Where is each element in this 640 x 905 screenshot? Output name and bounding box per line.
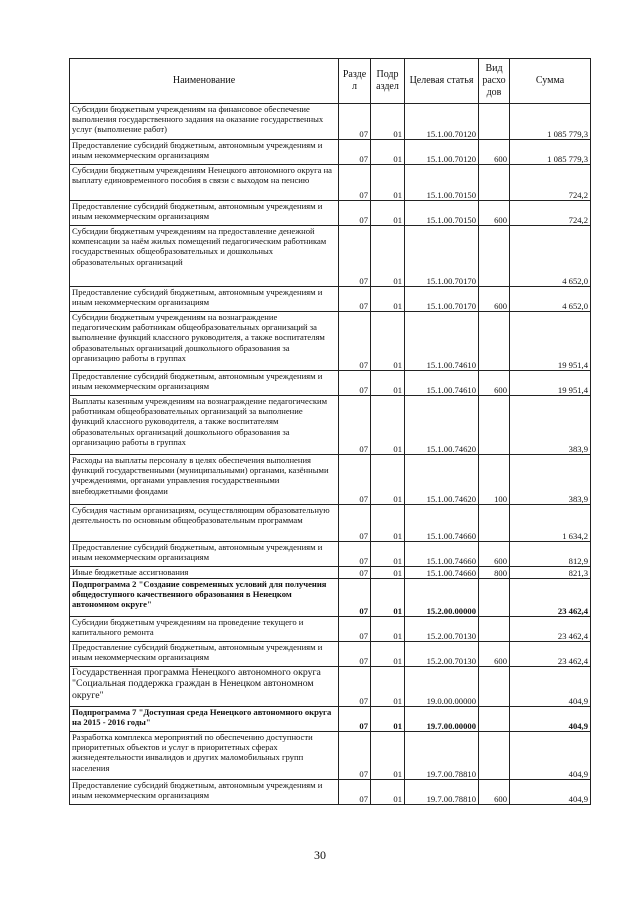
row-amount: 724,2	[510, 165, 591, 201]
row-target-item: 19.7.00.78810	[405, 780, 479, 805]
row-expense-type	[479, 165, 510, 201]
page-number: 30	[314, 848, 326, 862]
row-podrazdel: 01	[371, 396, 405, 455]
row-amount: 23 462,4	[510, 642, 591, 667]
row-podrazdel: 01	[371, 707, 405, 732]
row-target-item: 15.1.00.74660	[405, 542, 479, 567]
row-expense-type: 600	[479, 371, 510, 396]
row-target-item: 15.1.00.70170	[405, 287, 479, 312]
row-amount: 404,9	[510, 707, 591, 732]
row-expense-type	[479, 505, 510, 542]
row-podrazdel: 01	[371, 617, 405, 642]
row-amount: 19 951,4	[510, 312, 591, 371]
row-name: Предоставление субсидий бюджетным, автономным учреждениям и иным некоммерческим организациям	[70, 287, 339, 312]
table-row	[70, 396, 591, 455]
table-row	[70, 140, 591, 165]
row-expense-type	[479, 707, 510, 732]
row-amount: 383,9	[510, 396, 591, 455]
row-podrazdel: 01	[371, 140, 405, 165]
row-amount: 383,9	[510, 455, 591, 505]
table-row	[70, 642, 591, 667]
row-name: Предоставление субсидий бюджетным, автономным учреждениям и иным некоммерческим организациям	[70, 542, 339, 567]
row-target-item: 19.7.00.00000	[405, 707, 479, 732]
row-name: Субсидия частным организациям, осуществляющим образовательную деятельность по основным общеобразовательным программам	[70, 505, 339, 542]
table-row	[70, 505, 591, 542]
row-podrazdel: 01	[371, 165, 405, 201]
row-razdel: 07	[339, 312, 371, 371]
row-name: Подпрограмма 2 "Создание современных условий для получения общедоступного качественного образования в Ненецком автономном округе"	[70, 579, 339, 617]
row-expense-type	[479, 667, 510, 707]
row-podrazdel: 01	[371, 371, 405, 396]
row-amount: 4 652,0	[510, 226, 591, 287]
row-amount: 1 085 779,3	[510, 140, 591, 165]
row-razdel: 07	[339, 104, 371, 140]
row-name: Государственная программа Ненецкого автономного округа "Социальная поддержка граждан в Ненецком автономном округе"	[70, 667, 339, 707]
row-target-item: 19.7.00.78810	[405, 732, 479, 780]
table-header-row	[70, 59, 591, 104]
row-amount: 404,9	[510, 732, 591, 780]
row-name: Подпрограмма 7 "Доступная среда Ненецкого автономного округа на 2015 - 2016 годы"	[70, 707, 339, 732]
header-target-item: Целевая статья	[405, 59, 479, 104]
row-amount: 4 652,0	[510, 287, 591, 312]
row-target-item: 15.1.00.74660	[405, 505, 479, 542]
row-razdel: 07	[339, 732, 371, 780]
row-expense-type: 600	[479, 140, 510, 165]
row-name: Разработка комплекса мероприятий по обеспечению доступности приоритетных объектов и услуг в приоритетных сферах жизнедеятельности инвалидов и других маломобильных групп населения	[70, 732, 339, 780]
table-row	[70, 371, 591, 396]
row-expense-type: 600	[479, 780, 510, 805]
row-name: Субсидии бюджетным учреждениям на предоставление денежной компенсации за наём жилых помещений педагогическим работникам государственных общеобразовательных и дошкольных образовательных организаций	[70, 226, 339, 287]
table-row	[70, 201, 591, 226]
row-podrazdel: 01	[371, 780, 405, 805]
row-name: Субсидии бюджетным учреждениям Ненецкого автономного округа на выплату единовременного пособия в связи с выходом на пенсию	[70, 165, 339, 201]
row-razdel: 07	[339, 396, 371, 455]
row-podrazdel: 01	[371, 312, 405, 371]
row-name: Субсидии бюджетным учреждениям на финансовое обеспечение выполнения государственного задания на оказание государственных услуг (выполнение работ)	[70, 104, 339, 140]
row-target-item: 15.1.00.70120	[405, 104, 479, 140]
table-row	[70, 732, 591, 780]
row-target-item: 15.2.00.70130	[405, 617, 479, 642]
table-row	[70, 617, 591, 642]
row-amount: 812,9	[510, 542, 591, 567]
header-podrazdel: Подр аздел	[371, 59, 405, 104]
table-row	[70, 667, 591, 707]
row-amount: 821,3	[510, 567, 591, 579]
row-amount: 404,9	[510, 667, 591, 707]
row-expense-type	[479, 396, 510, 455]
row-name: Расходы на выплаты персоналу в целях обеспечения выполнения функций государственными (муниципальными) органами, казёнными учреждениями, органами управления государственными внебюджетными фондами	[70, 455, 339, 505]
row-razdel: 07	[339, 617, 371, 642]
row-expense-type	[479, 104, 510, 140]
row-expense-type	[479, 617, 510, 642]
row-podrazdel: 01	[371, 542, 405, 567]
table-row	[70, 780, 591, 805]
row-razdel: 07	[339, 579, 371, 617]
row-podrazdel: 01	[371, 226, 405, 287]
row-razdel: 07	[339, 707, 371, 732]
row-razdel: 07	[339, 165, 371, 201]
row-target-item: 15.1.00.70150	[405, 201, 479, 226]
row-expense-type	[479, 579, 510, 617]
row-expense-type	[479, 732, 510, 780]
row-razdel: 07	[339, 642, 371, 667]
table-row	[70, 165, 591, 201]
row-expense-type	[479, 312, 510, 371]
row-name: Предоставление субсидий бюджетным, автономным учреждениям и иным некоммерческим организациям	[70, 371, 339, 396]
row-razdel: 07	[339, 455, 371, 505]
table-row	[70, 226, 591, 287]
row-amount: 404,9	[510, 780, 591, 805]
row-razdel: 07	[339, 780, 371, 805]
row-podrazdel: 01	[371, 732, 405, 780]
row-expense-type: 600	[479, 201, 510, 226]
table-body	[70, 104, 591, 805]
row-podrazdel: 01	[371, 287, 405, 312]
row-razdel: 07	[339, 140, 371, 165]
row-podrazdel: 01	[371, 455, 405, 505]
table-row	[70, 312, 591, 371]
row-name: Субсидии бюджетным учреждениям на вознаграждение педагогическим работникам общеобразовательных организаций за выполнение функций классного руководителя, а также воспитателям образовательных организаций дошкольного образования за организацию работы в группах	[70, 312, 339, 371]
table-row	[70, 579, 591, 617]
row-podrazdel: 01	[371, 104, 405, 140]
row-target-item: 15.1.00.74620	[405, 455, 479, 505]
row-amount: 23 462,4	[510, 579, 591, 617]
row-amount: 1 085 779,3	[510, 104, 591, 140]
row-razdel: 07	[339, 505, 371, 542]
header-amount: Сумма	[510, 59, 591, 104]
row-expense-type: 800	[479, 567, 510, 579]
row-podrazdel: 01	[371, 667, 405, 707]
row-expense-type: 600	[479, 542, 510, 567]
row-razdel: 07	[339, 371, 371, 396]
table-row	[70, 287, 591, 312]
header-name: Наименование	[70, 59, 339, 104]
row-expense-type	[479, 226, 510, 287]
header-razdel: Разде л	[339, 59, 371, 104]
row-amount: 23 462,4	[510, 617, 591, 642]
row-target-item: 19.0.00.00000	[405, 667, 479, 707]
table-row	[70, 104, 591, 140]
row-podrazdel: 01	[371, 567, 405, 579]
row-target-item: 15.1.00.74610	[405, 312, 479, 371]
row-target-item: 15.2.00.00000	[405, 579, 479, 617]
row-name: Субсидии бюджетным учреждениям на проведение текущего и капитального ремонта	[70, 617, 339, 642]
row-amount: 19 951,4	[510, 371, 591, 396]
row-podrazdel: 01	[371, 579, 405, 617]
row-razdel: 07	[339, 201, 371, 226]
row-target-item: 15.1.00.70120	[405, 140, 479, 165]
table-row	[70, 542, 591, 567]
row-target-item: 15.1.00.70150	[405, 165, 479, 201]
row-target-item: 15.1.00.74620	[405, 396, 479, 455]
table-row	[70, 455, 591, 505]
row-razdel: 07	[339, 226, 371, 287]
row-podrazdel: 01	[371, 505, 405, 542]
row-target-item: 15.1.00.74660	[405, 567, 479, 579]
row-target-item: 15.2.00.70130	[405, 642, 479, 667]
budget-table	[69, 58, 591, 805]
row-expense-type: 600	[479, 642, 510, 667]
row-expense-type: 600	[479, 287, 510, 312]
row-podrazdel: 01	[371, 642, 405, 667]
header-expense-type: Вид расхо дов	[479, 59, 510, 104]
row-amount: 1 634,2	[510, 505, 591, 542]
table-row	[70, 567, 591, 579]
row-name: Предоставление субсидий бюджетным, автономным учреждениям и иным некоммерческим организациям	[70, 140, 339, 165]
row-name: Предоставление субсидий бюджетным, автономным учреждениям и иным некоммерческим организациям	[70, 780, 339, 805]
row-razdel: 07	[339, 542, 371, 567]
row-name: Иные бюджетные ассигнования	[70, 567, 339, 579]
row-razdel: 07	[339, 567, 371, 579]
row-name: Предоставление субсидий бюджетным, автономным учреждениям и иным некоммерческим организациям	[70, 642, 339, 667]
row-name: Выплаты казенным учреждениям на вознаграждение педагогическим работникам общеобразовательных организаций за выполнение функций классного руководителя, а также воспитателям образовательных организаций дошкольного образования за организацию работы в группах	[70, 396, 339, 455]
table-row	[70, 707, 591, 732]
row-razdel: 07	[339, 287, 371, 312]
row-target-item: 15.1.00.70170	[405, 226, 479, 287]
row-name: Предоставление субсидий бюджетным, автономным учреждениям и иным некоммерческим организациям	[70, 201, 339, 226]
row-expense-type: 100	[479, 455, 510, 505]
row-amount: 724,2	[510, 201, 591, 226]
row-razdel: 07	[339, 667, 371, 707]
row-podrazdel: 01	[371, 201, 405, 226]
row-target-item: 15.1.00.74610	[405, 371, 479, 396]
